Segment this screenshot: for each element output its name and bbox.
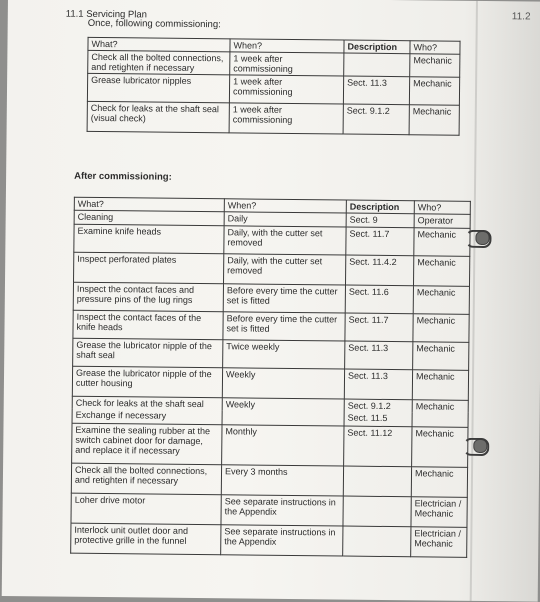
cell-when: See separate instructions in the Appendix (221, 494, 343, 525)
col-what: What? (88, 37, 230, 51)
cell-description (343, 496, 411, 527)
cell-description (343, 526, 411, 557)
cell-who: Mechanic (411, 466, 467, 497)
col-what: What? (74, 197, 224, 212)
cell-description: Sect. 9.1.2 (344, 399, 412, 412)
cell-when: Daily, with the cutter set removed (224, 226, 346, 255)
cell-when: Before every time the cutter set is fitted (223, 284, 345, 313)
cell-what: Check for leaks at the shaft seal (72, 396, 222, 410)
maintenance-table (70, 197, 471, 558)
cell-when: Before every time the cutter set is fitted (223, 312, 345, 341)
col-description: Description (344, 40, 410, 54)
cell-when: Monthly (222, 424, 344, 465)
cell-description: Sect. 11.4.2 (345, 255, 413, 286)
cell-what: Check all the bolted connections, and retighten if necessary (88, 50, 230, 74)
cell-when: Daily, with the cutter set removed (223, 254, 345, 285)
table-row (87, 73, 459, 105)
cell-what: Loher drive motor (71, 493, 221, 525)
cell-what: Grease the lubricator nipple of the shaft seal (73, 338, 223, 368)
table-row (72, 366, 468, 400)
table-row (71, 463, 467, 497)
cell-description: Sect. 11.3 (343, 76, 409, 105)
binder-ring-bottom (463, 438, 489, 456)
table-row (73, 282, 469, 314)
cell-description: Sect. 11.3 (344, 369, 412, 400)
col-when: When? (230, 39, 344, 53)
cell-what: Cleaning (74, 210, 224, 226)
cell-who: Electrician / Mechanic (411, 496, 467, 527)
table-row (87, 101, 459, 135)
cell-description: Sect. 11.5 (344, 412, 412, 427)
cell-when: 1 week after commissioning (229, 75, 343, 104)
cell-who: Mechanic (413, 314, 469, 343)
cell-who: Mechanic (410, 54, 460, 78)
cell-when: 1 week after commissioning (229, 103, 343, 134)
cell-what: Inspect the contact faces and pressure pins of the lug rings (73, 282, 223, 312)
page-number: 11.2 (511, 11, 531, 23)
table-row (74, 224, 470, 256)
intro-text: Once, following commissioning: (87, 17, 221, 31)
cell-when: 1 week after commissioning (230, 52, 344, 76)
cell-who (412, 412, 468, 427)
col-description: Description (346, 200, 414, 214)
cell-when: Weekly (222, 368, 344, 399)
cell-when: Twice weekly (223, 340, 345, 369)
cell-who: Mechanic (414, 228, 470, 257)
cell-who: Electrician / Mechanic (411, 526, 467, 557)
section-subtitle: After commissioning: (74, 170, 172, 183)
cell-description: Sect. 9 (346, 213, 414, 228)
cell-when (222, 410, 344, 425)
cell-who: Operator (414, 214, 470, 229)
table-row (71, 523, 467, 557)
cell-what: Check all the bolted connections, and retighten if necessary (71, 463, 221, 495)
cell-when: Daily (224, 212, 346, 227)
cell-who: Mechanic (412, 426, 468, 467)
cell-what: Inspect perforated plates (74, 252, 224, 284)
cell-description (344, 53, 410, 77)
cell-description: Sect. 11.3 (345, 341, 413, 370)
cell-who: Mechanic (412, 400, 468, 413)
cell-what: Examine knife heads (74, 224, 224, 254)
table-row (73, 338, 469, 370)
table-row (71, 493, 467, 527)
manual-page (2, 0, 540, 602)
cell-what: Interlock unit outlet door and protective grille in the funnel (71, 523, 221, 555)
cell-who: Mechanic (413, 286, 469, 315)
page-fold (470, 1, 478, 601)
cell-who: Mechanic (412, 370, 468, 401)
cell-description: Sect. 11.12 (344, 426, 412, 467)
cell-description: Sect. 11.7 (345, 313, 413, 342)
cell-what: Inspect the contact faces of the knife heads (73, 310, 223, 340)
col-who: Who? (414, 201, 470, 215)
section-title: 11.1 Servicing Plan (65, 8, 148, 21)
cell-description: Sect. 11.7 (346, 227, 414, 256)
cell-when: Every 3 months (221, 464, 343, 495)
cell-description: Sect. 9.1.2 (343, 104, 409, 135)
cell-who: Mechanic (413, 342, 469, 371)
cell-what: Examine the sealing rubber at the switch cabinet door for damage, and replace it if necessary (72, 423, 222, 465)
table-row (72, 423, 468, 467)
col-when: When? (224, 199, 346, 213)
cell-who: Mechanic (409, 77, 459, 106)
cell-who: Mechanic (413, 256, 469, 287)
binder-ring-top (465, 230, 491, 248)
cell-what: Grease the lubricator nipple of the cutter housing (72, 366, 222, 398)
cell-who: Mechanic (409, 105, 459, 136)
table-row (74, 252, 470, 286)
commissioning-table (87, 37, 461, 136)
cell-what: Grease lubricator nipples (87, 73, 229, 102)
cell-what: Check for leaks at the shaft seal (visual check) (87, 101, 229, 132)
cell-when: See separate instructions in the Appendix (221, 524, 343, 555)
cell-description (343, 466, 411, 497)
cell-what: Exchange if necessary (72, 409, 222, 425)
col-who: Who? (410, 41, 460, 55)
cell-when: Weekly (222, 398, 344, 412)
cell-description: Sect. 11.6 (345, 285, 413, 314)
table-row (73, 310, 469, 342)
